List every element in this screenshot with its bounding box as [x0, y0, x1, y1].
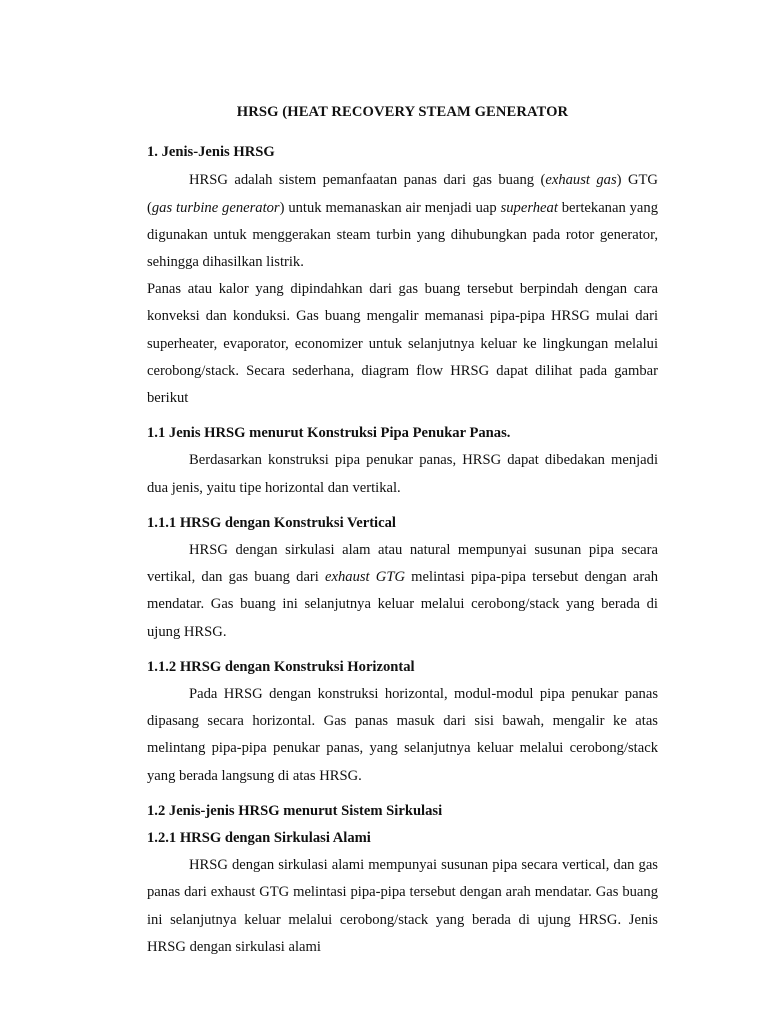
paragraph-vertical-construction — [147, 537, 658, 646]
text-run: bertekanan yang digunakan untuk menggerakan steam turbin yang dihubungkan pada rotor generator, sehingga dihasilkan listrik. — [147, 199, 658, 271]
text-run: melintasi pipa-pipa tersebut dengan arah mendatar. Gas buang ini selanjutnya keluar melalui cerobong/stack yang berada di ujung HRSG. — [147, 569, 658, 640]
section-heading-1-1-2: 1.1.2 HRSG dengan Konstruksi Horizontal — [147, 658, 415, 675]
section-heading-1-1: 1.1 Jenis HRSG menurut Konstruksi Pipa Penukar Panas. — [147, 425, 511, 442]
section-heading-1-2-1: 1.2.1 HRSG dengan Sirkulasi Alami — [147, 830, 371, 847]
section-heading-1: 1. Jenis-Jenis HRSG — [147, 144, 275, 161]
paragraph-horizontal-construction: Pada HRSG dengan konstruksi horizontal, modul-modul pipa penukar panas dipasang secara horizontal. Gas panas masuk dari sisi bawah, mengalir ke atas melintang pipa-pipa penukar panas, yang selanjutnya keluar melalui cerobong/stack yang berada langsung di atas HRSG. — [147, 686, 658, 784]
italic-term: superheat — [500, 199, 558, 216]
document-body — [147, 99, 658, 961]
text-run: HRSG dengan sirkulasi alam atau natural mempunyai susunan pipa secara vertikal, dan gas buang dari — [147, 542, 658, 586]
section-heading-1-1-1: 1.1.1 HRSG dengan Konstruksi Vertical — [147, 514, 396, 531]
text-run: HRSG adalah sistem pemanfaatan panas dari gas buang ( — [189, 172, 546, 189]
italic-term: exhaust GTG — [325, 569, 405, 586]
paragraph-construction-types: Berdasarkan konstruksi pipa penukar panas, HRSG dapat dibedakan menjadi dua jenis, yaitu tipe horizontal dan vertikal. — [147, 452, 658, 496]
section-heading-1-2: 1.2 Jenis-jenis HRSG menurut Sistem Sirkulasi — [147, 802, 443, 819]
text-run: ) GTG ( — [147, 172, 658, 216]
paragraph-natural-circulation: HRSG dengan sirkulasi alami mempunyai susunan pipa secara vertical, dan gas panas dari exhaust GTG melintasi pipa-pipa tersebut dengan arah mendatar. Gas buang ini selanjutnya keluar melalui cerobong/stack yang berada di ujung HRSG. Jenis HRSG dengan sirkulasi alami — [147, 857, 658, 955]
document-title: HRSG (HEAT RECOVERY STEAM GENERATOR — [236, 104, 569, 120]
paragraph-hrsg-definition — [147, 167, 658, 276]
italic-term: gas turbine generator — [151, 199, 280, 216]
paragraph-heat-transfer: Panas atau kalor yang dipindahkan dari gas buang tersebut berpindah dengan cara konveksi dan konduksi. Gas buang mengalir memanasi pipa-pipa HRSG mulai dari superheater, evaporator, economizer untuk selanjutnya keluar ke lingkungan melalui cerobong/stack. Secara sederhana, diagram flow HRSG dapat dilihat pada gambar berikut — [147, 281, 658, 407]
text-run: ) untuk memanaskan air menjadi uap — [279, 199, 501, 216]
italic-term: exhaust gas — [545, 172, 617, 189]
